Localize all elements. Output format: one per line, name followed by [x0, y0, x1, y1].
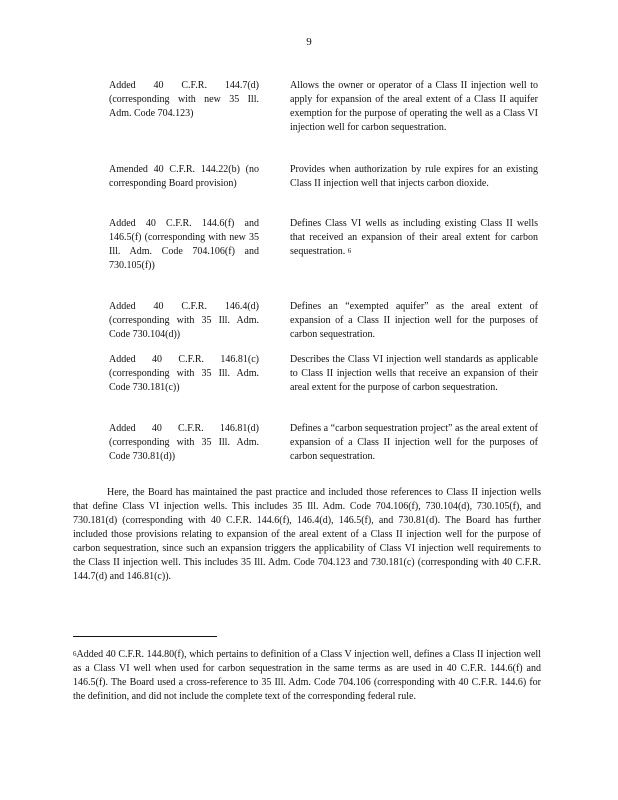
footnote-number: 6 — [73, 650, 77, 658]
amendment-description: Allows the owner or operator of a Class II injection well to apply for expansion of the areal extent of a Class II aquifer exemption for the purpose of operating the well as a Class VI injection well for carbon sequestration. — [290, 80, 538, 133]
page-number: 9 — [306, 36, 312, 48]
amendment-citation: Added 40 C.F.R. 146.4(d) (corresponding with 35 Ill. Adm. Code 730.104(d)) — [109, 301, 259, 340]
amendment-description: Defines an “exempted aquifer” as the areal extent of expansion of a Class II injection well for the purposes of carbon sequestration. — [290, 301, 538, 340]
amendment-description: Describes the Class VI injection well standards as applicable to Class II injection wells that receive an expansion of their areal extent for the purpose of carbon sequestration. — [290, 354, 538, 393]
amendment-description: Provides when authorization by rule expires for an existing Class II injection well that injects carbon dioxide. — [290, 164, 538, 189]
body-paragraph: Here, the Board has maintained the past practice and included those references to Class II injection wells that define Class VI injection wells. This includes 35 Ill. Adm. Code 704.106(f), 730.104(d), 730.105(f), and 730.181(d) (corresponding with 40 C.F.R. 144.6(f), 146.4(d), 146.5(f), and 730.81(d). The Board has further included those provisions relating to expansion of the areal extent of a Class II injection well for the purpose of carbon sequestration, since such an expansion triggers the applicability of Class VI injection well requirements to the Class II injection well. This includes 35 Ill. Adm. Code 704.123 and 730.181(c) (corresponding with 40 C.F.R. 144.7(d) and 146.81(c)). — [73, 487, 541, 582]
amendment-description-text: Defines Class VI wells as including existing Class II wells that received an expansion of their areal extent for carbon sequestration. — [290, 218, 538, 257]
footnote-text: Added 40 C.F.R. 144.80(f), which pertains to definition of a Class V injection well, defines a Class II injection well as a Class VI well when used for carbon sequestration in the same terms as are used in 40 C.F.R. 144.6(f) and 146.5(f). The Board used a cross-reference to 35 Ill. Adm. Code 704.106 (corresponding with 40 C.F.R. 144.6) for the definition, and did not include the complete text of the corresponding federal rule. — [73, 649, 541, 702]
amendment-description — [290, 217, 538, 259]
footnote-reference: 6 — [347, 247, 352, 255]
footnote — [73, 648, 541, 704]
amendment-citation: Added 40 C.F.R. 146.81(c) (corresponding with 35 Ill. Adm. Code 730.181(c)) — [109, 354, 259, 393]
amendment-citation: Amended 40 C.F.R. 144.22(b) (no corresponding Board provision) — [109, 164, 259, 189]
amendment-citation: Added 40 C.F.R. 146.81(d) (corresponding with 35 Ill. Adm. Code 730.81(d)) — [109, 423, 259, 462]
amendment-description: Defines a “carbon sequestration project” as the areal extent of expansion of a Class II injection well for the purposes of carbon sequestration. — [290, 423, 538, 462]
amendment-citation: Added 40 C.F.R. 144.7(d) (corresponding with new 35 Ill. Adm. Code 704.123) — [109, 80, 259, 119]
amendment-citation: Added 40 C.F.R. 144.6(f) and 146.5(f) (corresponding with new 35 Ill. Adm. Code 704.106(f) and 730.105(f)) — [109, 218, 259, 271]
footnote-divider — [73, 636, 217, 637]
